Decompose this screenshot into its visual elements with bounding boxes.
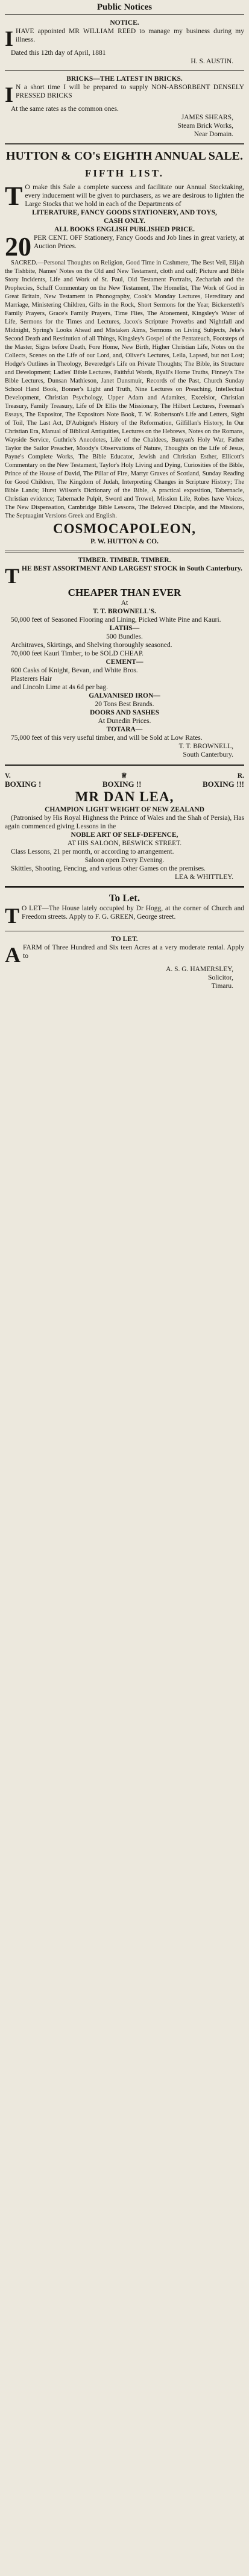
boxing-shout-2: BOXING !! <box>102 780 142 789</box>
hutton-cash: CASH ONLY. <box>104 217 145 225</box>
timber-at: At <box>121 599 128 607</box>
bricks-dropcap: I <box>5 83 14 107</box>
crown-icon: ♕ <box>121 772 127 780</box>
timber-plasterers: Plasterers Hair <box>11 675 52 683</box>
timber-kauri: 70,000 feet Kauri Timber, to be SOLD CHEAP. <box>11 650 143 657</box>
timber-iron: 20 Tons Best Brands. <box>95 701 154 708</box>
bricks-heading: BRICKS—THE LATEST IN BRICKS. <box>66 75 183 83</box>
notice-dated: Dated this 12th day of April, 1881 <box>11 49 106 57</box>
boxing-saloon: Saloon open Every Evening. <box>84 857 165 864</box>
hutton-dropcap: T <box>5 181 23 211</box>
tolet-farm-signature-title: Solicitor, <box>207 974 233 981</box>
timber-totara-heading: TOTARA— <box>106 726 143 733</box>
section-header: Public Notices <box>5 1 244 15</box>
timber-architraves: Architraves, Skirtings, and Shelving thoroughly seasoned. <box>11 642 172 649</box>
hutton-discount-text: PER CENT. OFF Stationery, Fancy Goods and Job lines in great variety, at Auction Prices. <box>34 234 244 250</box>
notice-ad <box>5 17 244 68</box>
divider <box>5 70 244 71</box>
tolet-house-heading: To Let. <box>109 892 140 904</box>
tolet-farm-ad <box>5 934 244 993</box>
timber-ad <box>5 555 244 761</box>
tolet-house-ad <box>5 890 244 928</box>
tolet-farm-dropcap: A <box>5 943 20 967</box>
timber-signature-name: T. T. BROWNELL, <box>178 743 233 750</box>
bricks-body: N a short time I will be prepared to supply NON-ABSORBENT DENSELY PRESSED BRICKS <box>16 84 244 99</box>
hutton-brand: COSMOCAPOLEON, <box>53 521 196 536</box>
notice-body: HAVE appointed MR WILLIAM REED to manage my business during my illness. <box>16 28 244 43</box>
boxing-sports: Skittles, Shooting, Fencing, and various other Games on the premises. <box>11 865 206 872</box>
timber-laths-heading: LATHS— <box>109 625 140 632</box>
tolet-farm-body: FARM of Three Hundred and Six teen Acres at a very moderate rental. Apply to <box>23 944 244 960</box>
hutton-sacred-list: SACRED.—Personal Thoughts on Religion, Good Time in Cashmere, The Best Veil, Elijah the Tishbite, Names' Notes on the Old and New Testament, cloth and calf; Picture and Bible Story Incidents, Life and Work of St. Paul, Old Testament Portraits, Zechariah and the Prophecies, Schaff Commentary on the New Testament, The Homelist, The Work of God in Great Britain, New Testament in Phonography, Cook's Monday Lectures, Hereditary and Marriage, Ministering Children, Gifts in the Rock, Short Sermons for the Year, Bickersteth's Family Prayers, Grace's Family Prayers, Time Flies, The Atonement, Kingsley's Water of Life, Sermons for the Times and Lectures, Jacox's Scripture Proverbs and Nightfall and Midnight, Spring's Looks Ahead and Mistaken Aims, Sermons on Living Subjects, Jeke's Second Death and Restitution of all Things, Kingsley's Gospel of the Pentateuch, Footsteps of the Master, Signs before Death, Fore Home, New Birth, Higher Christian Life, Notes on the Collects, Scenes on the Life of our Lord, and, Oliver's Lectures, Leila, Lapsed, but not Lost; Hodge's Outlines in Theology, Beveredge's Life on Private Thoughts; The Bible, its Structure and Development; Ladies' Bible Lectures, Faithful Words, Ryall's Home Truths, Finney's The Bible Lectures, Dunsan Mathieson, Janet Dunsmuir, Records of the Past, Church Sunday School Hand Book, Bonner's Light and Truth, Nine Lectures on Preaching, Intellectual Development, Christian Psychology, Upper Adam and Adamites, Excelsior, Christian Treasury, Family Treasury, Life of Dr Ellis the Missionary, The Hilbert Lectures, Freeman's Essays, The Expositor, The Expositors Note Book, T. W. Robertson's Life and Letters, Sight of Toil, The Last Act, D'Aubigne's History of the Reformation, Gilfillan's History, In Our Christian Era, Manual of Biblical Antiquities, Lectures on the Hebrews, Notes on the Romans, Wayside Service, Guthrie's Anecdotes, Life of the Chaldees, Bunyan's Holy War, Father Taylor the Sailor Preacher, Moody's Observations of Nature, Thoughts on the Life of Jesus, Payne's Complete Works, The Bible Educator, Jewish and Christian Esther, Ellicott's Commentary on the New Testament, Taylor's Holy Living and Dying, Curiosities of the Bible, Prince of the House of David, The Pillar of Fire, Martyr Graves of Scotland, Sunday Reading for Good Children, The Kingdom of Judah, Interpreting Changes in Scripture History; The Bible Lands; Hurst Wilson's Dictionary of the Bible, A practical exposition, Tabernacle, Christian evidence; Tabernacle Pulpit, Sword and Trowel, Mission Life, Robes have Voices, The New Dispensation, Cambridge Bible Lessons, The Beloved Disciple, and the Missions, The Septuagint Versions Greek and English. <box>5 260 244 519</box>
timber-iron-heading: GALVANISED IRON— <box>89 692 160 699</box>
bricks-rates: At the same rates as the common ones. <box>11 105 119 113</box>
divider <box>5 886 244 888</box>
bricks-works: Steam Brick Works, <box>177 122 233 130</box>
cipher-v: V. <box>5 772 11 780</box>
notice-signature: H. S. AUSTIN. <box>191 58 233 65</box>
timber-signature-place: South Canterbury. <box>183 751 233 758</box>
tolet-house-body: O LET—The House lately occupied by Dr Hogg, at the corner of Church and Freedom streets. Apply to F. G. GREEN, George street. <box>22 905 244 921</box>
tolet-house-dropcap: T <box>5 904 20 928</box>
timber-line1: HE BEST ASSORTMENT AND LARGEST STOCK in South Canterbury. <box>22 565 242 572</box>
timber-cement: 600 Casks of Knight, Bevan, and White Bros. <box>11 667 138 674</box>
timber-lime: and Lincoln Lime at 4s 6d per bag. <box>11 684 108 691</box>
boxing-hall: AT HIS SALOON, BESWICK STREET. <box>67 840 182 847</box>
boxing-shout-3: BOXING !!! <box>203 780 244 789</box>
boxing-shout-row <box>5 780 244 789</box>
timber-seasoned: 50,000 feet of Seasoned Flooring and Lining, Picked White Pine and Kauri. <box>11 616 221 624</box>
boxing-patronised: (Patronised by His Royal Highness the Prince of Wales and the Shah of Persia), Has again commenced giving Lessons in the <box>5 814 244 830</box>
divider <box>5 764 244 766</box>
tolet-farm-heading: TO LET. <box>111 936 138 943</box>
timber-totara: 75,000 feet of this very useful timber, and will be Sold at Low Rates. <box>11 734 203 742</box>
boxing-signature: LEA & WHITTLEY. <box>175 874 233 881</box>
timber-cement-heading: CEMENT— <box>106 658 143 666</box>
tolet-farm-signature-place: Timaru. <box>211 983 233 990</box>
hutton-title: HUTTON & CO's EIGHTH ANNUAL SALE. <box>5 149 244 163</box>
divider <box>5 143 244 145</box>
divider <box>5 551 244 552</box>
bricks-name: JAMES SHEARS, <box>181 114 233 121</box>
bricks-place: Near Domain. <box>194 131 233 138</box>
hutton-ad <box>5 148 244 548</box>
timber-doors-at: At Dunedin Prices. <box>98 717 151 725</box>
boxing-shout-1: BOXING ! <box>5 780 42 789</box>
cipher-r: R. <box>237 772 244 780</box>
timber-heading: TIMBER. TIMBER. TIMBER. <box>78 557 171 564</box>
hutton-signature: P. W. HUTTON & CO. <box>90 538 159 545</box>
tolet-farm-signature-name: A. S. G. HAMERSLEY, <box>166 966 233 973</box>
hutton-discount-number: 20 <box>5 232 31 261</box>
timber-cheaper: CHEAPER THAN EVER <box>68 587 181 598</box>
royal-cipher <box>5 772 244 780</box>
boxing-champion: CHAMPION LIGHT WEIGHT OF NEW ZEALAND <box>45 806 204 813</box>
hutton-departments: LITERATURE, FANCY GOODS STATIONERY, AND TOYS, <box>32 209 217 216</box>
timber-bundles: 500 Bundles. <box>106 633 143 640</box>
bricks-ad <box>5 73 244 141</box>
hutton-intro: O make this Sale a complete success and facilitate our Annual Stocktaking, every inducement will be given to purchasers, as we are desirous to lighten the Large Stocks that we hold in each of the Departments of <box>25 184 244 208</box>
boxing-name: MR DAN LEA, <box>75 789 174 804</box>
timber-doors: DOORS AND SASHES <box>89 709 160 716</box>
boxing-ad <box>5 768 244 884</box>
timber-dropcap: T <box>5 564 20 588</box>
notice-dropcap: I <box>5 27 14 51</box>
boxing-art: NOBLE ART OF SELF-DEFENCE, <box>71 831 178 839</box>
hutton-subtitle: FIFTH LIST. <box>85 167 164 179</box>
notice-heading: NOTICE. <box>110 19 139 27</box>
boxing-classes: Class Lessons, 21 per month, or according to arrangement. <box>11 848 174 855</box>
hutton-books: ALL BOOKS ENGLISH PUBLISHED PRICE. <box>54 226 195 233</box>
timber-shop: T. T. BROWNELL'S. <box>92 608 157 615</box>
